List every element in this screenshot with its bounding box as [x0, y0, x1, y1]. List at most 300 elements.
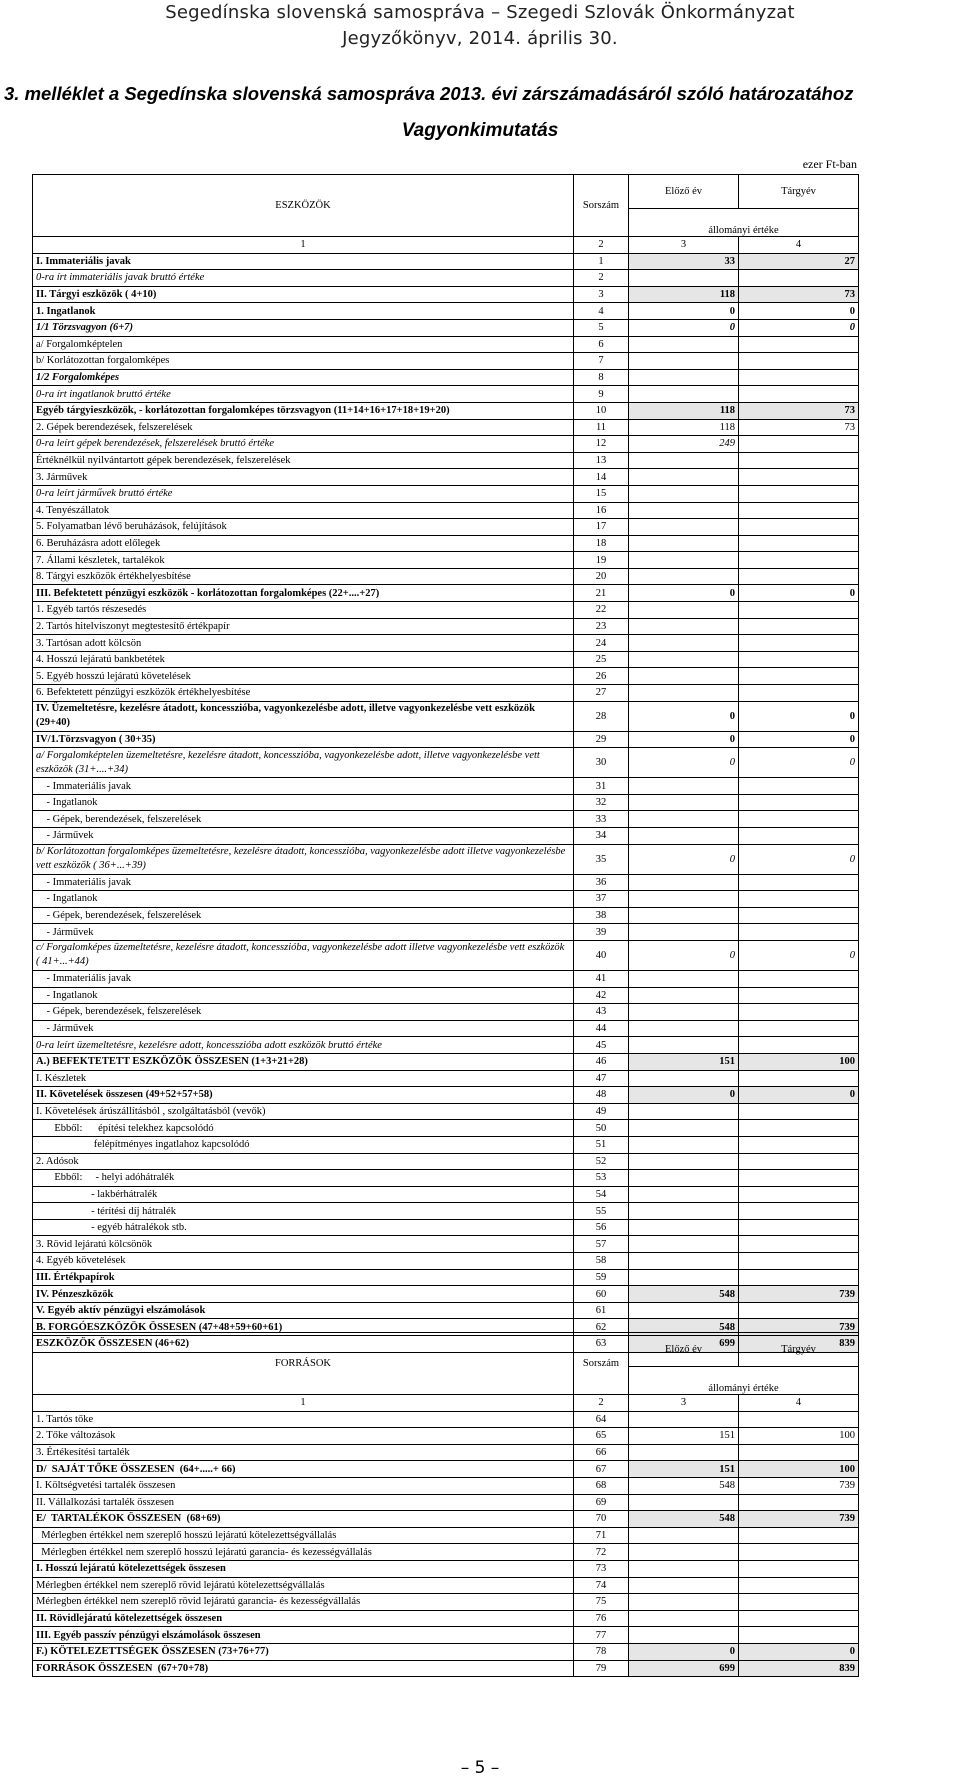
page-header-line2: Jegyzőkönyv, 2014. április 30.	[342, 28, 618, 49]
row-serial: 65	[574, 1428, 629, 1445]
row-label: - Ingatlanok	[33, 891, 574, 908]
row-current-value	[739, 270, 859, 287]
row-previous-value: 0	[629, 585, 739, 602]
row-label: - térítési díj hátralék	[33, 1203, 574, 1220]
row-serial: 16	[574, 502, 629, 519]
row-previous-value	[629, 1203, 739, 1220]
row-label: - Immateriális javak	[33, 778, 574, 795]
row-label: 5. Egyéb hosszú lejáratú követelések	[33, 668, 574, 685]
row-label: felépítményes ingatlahoz kapcsolódó	[33, 1136, 574, 1153]
row-current-value	[739, 519, 859, 536]
row-serial: 55	[574, 1203, 629, 1220]
row-label: b/ Korlátozottan forgalomképes	[33, 353, 574, 370]
row-label: 1/2 Forgalomképes	[33, 369, 574, 386]
table-row	[33, 602, 859, 619]
table-row	[33, 1428, 859, 1445]
row-current-value: 0	[739, 844, 859, 874]
row-serial: 50	[574, 1120, 629, 1137]
table-row	[33, 485, 859, 502]
liabilities-colnum-2: 2	[574, 1395, 629, 1412]
table-row	[33, 568, 859, 585]
row-previous-value	[629, 1627, 739, 1644]
row-label: D/ SAJÁT TŐKE ÖSSZESEN (64+.....+ 66)	[33, 1461, 574, 1478]
row-current-value	[739, 353, 859, 370]
table-row	[33, 1494, 859, 1511]
table-row	[33, 1577, 859, 1594]
row-previous-value: 151	[629, 1428, 739, 1445]
row-previous-value	[629, 828, 739, 845]
row-serial: 14	[574, 469, 629, 486]
row-label: III. Befektetett pénzügyi eszközök - korlátozottan forgalomképes (22+....+27)	[33, 585, 574, 602]
row-label: II. Vállalkozási tartalék összesen	[33, 1494, 574, 1511]
row-label: 3. Értékesítési tartalék	[33, 1444, 574, 1461]
row-label: Mérlegben értékkel nem szereplő hosszú lejáratú kötelezettségvállalás	[33, 1527, 574, 1544]
row-current-value	[739, 386, 859, 403]
row-previous-value	[629, 891, 739, 908]
row-previous-value	[629, 1494, 739, 1511]
row-current-value	[739, 1544, 859, 1561]
row-current-value	[739, 336, 859, 353]
row-serial: 52	[574, 1153, 629, 1170]
row-serial: 29	[574, 731, 629, 748]
row-current-value: 100	[739, 1053, 859, 1070]
row-serial: 72	[574, 1544, 629, 1561]
row-label: 3. Rövid lejáratú kölcsönök	[33, 1236, 574, 1253]
row-serial: 48	[574, 1087, 629, 1104]
row-label: V. Egyéb aktív pénzügyi elszámolások	[33, 1302, 574, 1319]
row-current-value: 0	[739, 303, 859, 320]
row-previous-value	[629, 1544, 739, 1561]
row-current-value	[739, 1070, 859, 1087]
row-serial: 12	[574, 436, 629, 453]
row-previous-value: 0	[629, 940, 739, 970]
row-serial: 43	[574, 1004, 629, 1021]
row-serial: 31	[574, 778, 629, 795]
row-previous-value	[629, 668, 739, 685]
row-serial: 75	[574, 1594, 629, 1611]
row-current-value	[739, 1170, 859, 1187]
table-row	[33, 1544, 859, 1561]
row-serial: 46	[574, 1053, 629, 1070]
row-current-value	[739, 1103, 859, 1120]
row-current-value	[739, 794, 859, 811]
row-previous-value	[629, 502, 739, 519]
row-current-value	[739, 1120, 859, 1137]
row-previous-value: 0	[629, 748, 739, 778]
row-current-value	[739, 1594, 859, 1611]
row-serial: 42	[574, 987, 629, 1004]
row-current-value	[739, 602, 859, 619]
row-current-value	[739, 1302, 859, 1319]
row-current-value	[739, 485, 859, 502]
row-serial: 35	[574, 844, 629, 874]
row-label: 4. Hosszú lejáratú bankbetétek	[33, 651, 574, 668]
row-current-value: 0	[739, 585, 859, 602]
row-previous-value	[629, 987, 739, 1004]
row-serial: 62	[574, 1319, 629, 1336]
row-serial: 58	[574, 1253, 629, 1270]
table-row	[33, 1203, 859, 1220]
table-row	[33, 1610, 859, 1627]
row-current-value	[739, 618, 859, 635]
row-label: Ebből: építési telekhez kapcsolódó	[33, 1120, 574, 1137]
assets-header-label: ESZKÖZÖK	[33, 175, 574, 237]
row-label: 3. Tartósan adott kölcsön	[33, 635, 574, 652]
row-previous-value	[629, 778, 739, 795]
table-row	[33, 369, 859, 386]
row-serial: 5	[574, 319, 629, 336]
row-current-value: 27	[739, 253, 859, 270]
row-previous-value: 548	[629, 1477, 739, 1494]
row-serial: 38	[574, 907, 629, 924]
assets-header-current-year: Tárgyév	[739, 175, 859, 209]
table-row	[33, 907, 859, 924]
row-previous-value: 151	[629, 1053, 739, 1070]
row-serial: 11	[574, 419, 629, 436]
row-previous-value	[629, 485, 739, 502]
row-previous-value: 118	[629, 419, 739, 436]
liabilities-colnum-4: 4	[739, 1395, 859, 1412]
row-label: b/ Korlátozottan forgalomképes üzemeltetésre, kezelésre átadott, koncesszióba, vagyonkezelésbe adott illetve vagyonkezelésbe vett eszközök ( 36+...+39)	[33, 844, 574, 874]
row-serial: 51	[574, 1136, 629, 1153]
row-current-value	[739, 635, 859, 652]
row-current-value	[739, 1153, 859, 1170]
table-row	[33, 469, 859, 486]
row-serial: 77	[574, 1627, 629, 1644]
row-previous-value	[629, 685, 739, 702]
row-label: Értéknélkül nyilvántartott gépek berendezések, felszerelések	[33, 452, 574, 469]
row-serial: 53	[574, 1170, 629, 1187]
table-row	[33, 270, 859, 287]
row-label: I. Hosszú lejáratú kötelezettségek összesen	[33, 1560, 574, 1577]
row-previous-value	[629, 552, 739, 569]
row-serial: 2	[574, 270, 629, 287]
row-label: - Járművek	[33, 1020, 574, 1037]
row-label: 8. Tárgyi eszközök értékhelyesbítése	[33, 568, 574, 585]
row-current-value: 0	[739, 1087, 859, 1104]
row-current-value: 839	[739, 1336, 859, 1353]
row-current-value: 0	[739, 319, 859, 336]
row-previous-value	[629, 907, 739, 924]
table-row	[33, 778, 859, 795]
table-row	[33, 1236, 859, 1253]
row-label: IV/1.Törzsvagyon ( 30+35)	[33, 731, 574, 748]
row-current-value	[739, 1494, 859, 1511]
table-row	[33, 519, 859, 536]
row-current-value	[739, 1269, 859, 1286]
row-current-value: 73	[739, 419, 859, 436]
table-row	[33, 874, 859, 891]
table-row	[33, 685, 859, 702]
row-previous-value	[629, 1170, 739, 1187]
row-serial: 36	[574, 874, 629, 891]
row-serial: 74	[574, 1577, 629, 1594]
row-previous-value	[629, 1594, 739, 1611]
row-previous-value	[629, 519, 739, 536]
row-current-value: 73	[739, 286, 859, 303]
row-previous-value	[629, 1153, 739, 1170]
row-current-value	[739, 685, 859, 702]
row-previous-value	[629, 469, 739, 486]
row-current-value: 739	[739, 1477, 859, 1494]
row-label: IV. Üzemeltetésre, kezelésre átadott, koncesszióba, vagyonkezelésbe adott, illetve vagyonkezelésbe vett eszközök (29+40)	[33, 701, 574, 731]
assets-colnum-3: 3	[629, 237, 739, 254]
row-label: 2. Tartós hitelviszonyt megtestesítő értékpapír	[33, 618, 574, 635]
row-previous-value: 151	[629, 1461, 739, 1478]
table-row	[33, 970, 859, 987]
row-label: I. Követelések árúszállításból , szolgáltatásból (vevők)	[33, 1103, 574, 1120]
row-previous-value	[629, 386, 739, 403]
row-serial: 73	[574, 1560, 629, 1577]
row-previous-value: 33	[629, 253, 739, 270]
row-label: a/ Forgalomképtelen üzemeltetésre, kezelésre átadott, koncesszióba, vagyonkezelésbe adott, illetve vagyonkezelésbe vett eszközök (31+....+34)	[33, 748, 574, 778]
table-row	[33, 1136, 859, 1153]
row-serial: 25	[574, 651, 629, 668]
liabilities-colnum-1: 1	[33, 1395, 574, 1412]
row-current-value	[739, 535, 859, 552]
row-serial: 17	[574, 519, 629, 536]
row-serial: 39	[574, 924, 629, 941]
row-label: - egyéb hátralékok stb.	[33, 1219, 574, 1236]
table-row	[33, 1153, 859, 1170]
row-previous-value	[629, 1411, 739, 1428]
row-label: - Gépek, berendezések, felszerelések	[33, 907, 574, 924]
table-row	[33, 668, 859, 685]
row-label: 3. Járművek	[33, 469, 574, 486]
table-row	[33, 1103, 859, 1120]
row-previous-value	[629, 1269, 739, 1286]
row-label: - Járművek	[33, 828, 574, 845]
table-row	[33, 436, 859, 453]
table-row	[33, 419, 859, 436]
table-row	[33, 1461, 859, 1478]
row-label: B. FORGÓESZKÖZÖK ÖSSESEN (47+48+59+60+61)	[33, 1319, 574, 1336]
table-row	[33, 353, 859, 370]
table-row	[33, 891, 859, 908]
table-row	[33, 552, 859, 569]
row-serial: 64	[574, 1411, 629, 1428]
table-row	[33, 1286, 859, 1303]
table-row	[33, 1037, 859, 1054]
row-label: III. Egyéb passzív pénzügyi elszámolások összesen	[33, 1627, 574, 1644]
row-label: - Járművek	[33, 924, 574, 941]
row-label: 1/1 Törzsvagyon (6+7)	[33, 319, 574, 336]
row-serial: 15	[574, 485, 629, 502]
row-previous-value	[629, 635, 739, 652]
row-current-value	[739, 369, 859, 386]
row-label: - Immateriális javak	[33, 970, 574, 987]
row-current-value: 739	[739, 1319, 859, 1336]
row-label: Ebből: - helyi adóhátralék	[33, 1170, 574, 1187]
document-subtitle: Vagyonkimutatás	[401, 120, 559, 141]
row-serial: 71	[574, 1527, 629, 1544]
row-label: III. Értékpapírok	[33, 1269, 574, 1286]
row-label: 2. Gépek berendezések, felszerelések	[33, 419, 574, 436]
table-row	[33, 452, 859, 469]
row-previous-value	[629, 270, 739, 287]
row-current-value: 0	[739, 940, 859, 970]
row-label: II. Tárgyi eszközök ( 4+10)	[33, 286, 574, 303]
liabilities-header-label: FORRÁSOK	[33, 1333, 574, 1395]
row-current-value: 0	[739, 748, 859, 778]
row-previous-value	[629, 1236, 739, 1253]
row-serial: 79	[574, 1660, 629, 1677]
row-current-value	[739, 987, 859, 1004]
table-row	[33, 1120, 859, 1137]
row-current-value	[739, 1037, 859, 1054]
liabilities-table	[32, 1332, 859, 1677]
table-row	[33, 844, 859, 874]
row-current-value	[739, 502, 859, 519]
row-previous-value	[629, 970, 739, 987]
table-row	[33, 1660, 859, 1677]
row-previous-value	[629, 353, 739, 370]
row-serial: 3	[574, 286, 629, 303]
row-serial: 9	[574, 386, 629, 403]
row-previous-value	[629, 1610, 739, 1627]
row-serial: 76	[574, 1610, 629, 1627]
assets-colnum-4: 4	[739, 237, 859, 254]
row-previous-value: 0	[629, 1643, 739, 1660]
row-current-value	[739, 1004, 859, 1021]
table-row	[33, 1219, 859, 1236]
row-serial: 63	[574, 1336, 629, 1353]
row-current-value: 0	[739, 731, 859, 748]
row-serial: 21	[574, 585, 629, 602]
row-current-value	[739, 1444, 859, 1461]
row-serial: 67	[574, 1461, 629, 1478]
row-current-value	[739, 1020, 859, 1037]
table-row	[33, 502, 859, 519]
row-serial: 27	[574, 685, 629, 702]
table-row	[33, 1511, 859, 1528]
table-row	[33, 1560, 859, 1577]
row-serial: 37	[574, 891, 629, 908]
row-label: 1. Egyéb tartós részesedés	[33, 602, 574, 619]
row-serial: 57	[574, 1236, 629, 1253]
table-row	[33, 336, 859, 353]
row-previous-value: 0	[629, 303, 739, 320]
row-current-value	[739, 651, 859, 668]
row-serial: 47	[574, 1070, 629, 1087]
row-serial: 8	[574, 369, 629, 386]
row-label: 7. Állami készletek, tartalékok	[33, 552, 574, 569]
row-serial: 4	[574, 303, 629, 320]
row-current-value	[739, 568, 859, 585]
table-row	[33, 748, 859, 778]
row-serial: 41	[574, 970, 629, 987]
row-label: 5. Folyamatban lévő beruházások, felújítások	[33, 519, 574, 536]
row-label: II. Rövidlejáratú kötelezettségek összesen	[33, 1610, 574, 1627]
row-previous-value	[629, 924, 739, 941]
row-serial: 59	[574, 1269, 629, 1286]
row-serial: 66	[574, 1444, 629, 1461]
row-serial: 13	[574, 452, 629, 469]
row-previous-value	[629, 1302, 739, 1319]
row-previous-value	[629, 1253, 739, 1270]
table-row	[33, 1269, 859, 1286]
row-current-value	[739, 552, 859, 569]
row-previous-value	[629, 811, 739, 828]
row-serial: 40	[574, 940, 629, 970]
liabilities-colnum-3: 3	[629, 1395, 739, 1412]
row-label: - Gépek, berendezések, felszerelések	[33, 1004, 574, 1021]
row-serial: 44	[574, 1020, 629, 1037]
table-row	[33, 635, 859, 652]
row-label: 4. Tenyészállatok	[33, 502, 574, 519]
row-label: 2. Adósok	[33, 1153, 574, 1170]
row-current-value: 73	[739, 402, 859, 419]
row-previous-value: 0	[629, 731, 739, 748]
row-previous-value: 548	[629, 1511, 739, 1528]
row-current-value	[739, 1203, 859, 1220]
row-serial: 32	[574, 794, 629, 811]
row-current-value	[739, 907, 859, 924]
row-serial: 70	[574, 1511, 629, 1528]
table-row	[33, 731, 859, 748]
row-previous-value	[629, 1186, 739, 1203]
row-serial: 33	[574, 811, 629, 828]
row-previous-value	[629, 874, 739, 891]
table-row	[33, 828, 859, 845]
row-previous-value	[629, 602, 739, 619]
row-current-value	[739, 668, 859, 685]
row-label: ESZKÖZÖK ÖSSZESEN (46+62)	[33, 1336, 574, 1353]
row-current-value: 0	[739, 701, 859, 731]
row-previous-value: 0	[629, 844, 739, 874]
row-label: A.) BEFEKTETETT ESZKÖZÖK ÖSSZESEN (1+3+21+28)	[33, 1053, 574, 1070]
row-serial: 49	[574, 1103, 629, 1120]
row-serial: 30	[574, 748, 629, 778]
table-row	[33, 794, 859, 811]
unit-label: ezer Ft-ban	[802, 157, 857, 171]
row-current-value	[739, 778, 859, 795]
row-current-value	[739, 970, 859, 987]
row-label: - Immateriális javak	[33, 874, 574, 891]
row-label: Egyéb tárgyieszközök, - korlátozottan forgalomképes törzsvagyon (11+14+16+17+18+19+20)	[33, 402, 574, 419]
table-row	[33, 1643, 859, 1660]
row-label: 6. Beruházásra adott előlegek	[33, 535, 574, 552]
row-serial: 54	[574, 1186, 629, 1203]
table-row	[33, 303, 859, 320]
table-row	[33, 651, 859, 668]
table-row	[33, 1302, 859, 1319]
row-serial: 61	[574, 1302, 629, 1319]
row-previous-value	[629, 794, 739, 811]
row-current-value	[739, 469, 859, 486]
row-previous-value	[629, 452, 739, 469]
row-previous-value	[629, 1219, 739, 1236]
table-row	[33, 1253, 859, 1270]
row-label: 4. Egyéb követelések	[33, 1253, 574, 1270]
row-label: 0-ra leírt gépek berendezések, felszerelések bruttó értéke	[33, 436, 574, 453]
table-row	[33, 987, 859, 1004]
table-row	[33, 535, 859, 552]
row-serial: 23	[574, 618, 629, 635]
table-row	[33, 1477, 859, 1494]
row-current-value: 739	[739, 1511, 859, 1528]
row-serial: 60	[574, 1286, 629, 1303]
row-label: 1. Ingatlanok	[33, 303, 574, 320]
row-label: Mérlegben értékkel nem szereplő rövid lejáratú kötelezettségvállalás	[33, 1577, 574, 1594]
row-label: I. Készletek	[33, 1070, 574, 1087]
row-previous-value	[629, 1136, 739, 1153]
table-row	[33, 402, 859, 419]
assets-header-serial: Sorszám	[574, 175, 629, 237]
row-serial: 1	[574, 253, 629, 270]
row-previous-value	[629, 1070, 739, 1087]
liabilities-header-prev-year: Előző év	[629, 1333, 739, 1367]
